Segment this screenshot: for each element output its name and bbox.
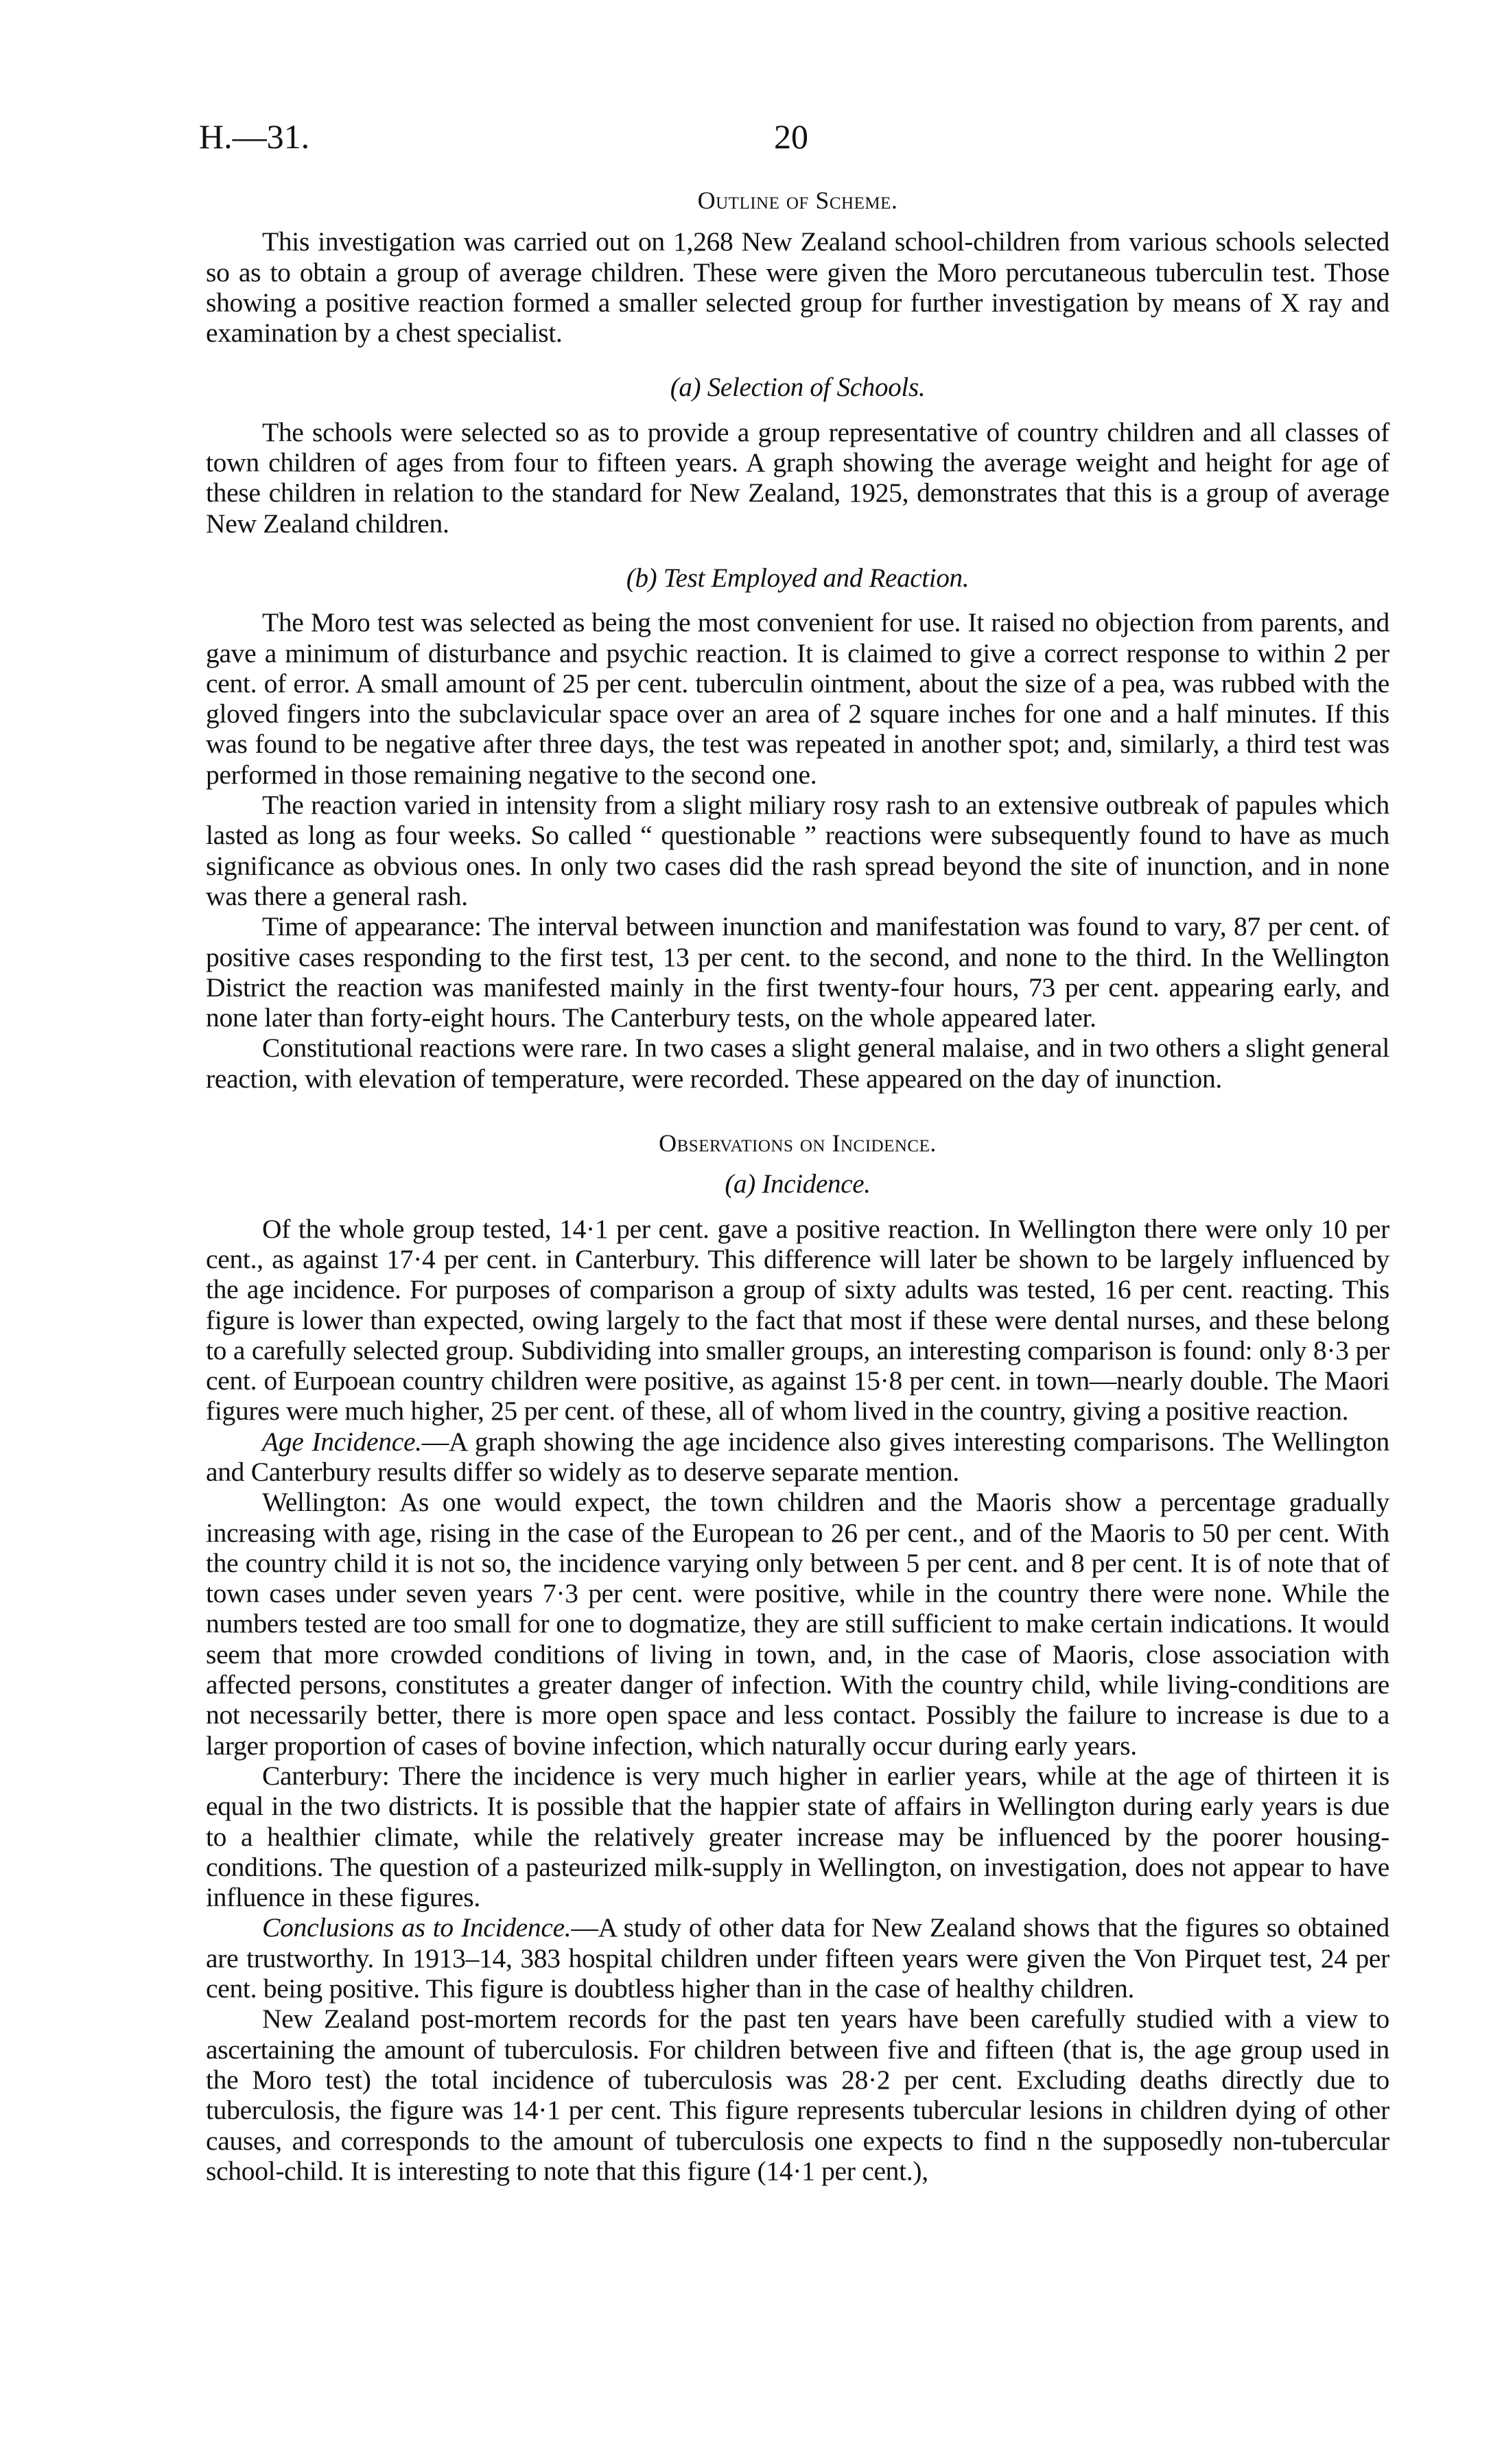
section-heading-outline: Outline of Scheme.: [697, 187, 898, 214]
paragraph: New Zealand post-mortem records for the past ten years have been carefully studied with a view to ascertaining the amount of tuberculosis. For children between five and fifteen (that is, the age group used in the Moro test) the total incidence of tuberculosis was 28·2 per cent. Excluding deaths directly due to tuberculosis, the figure was 14·1 per cent. This figure represents tubercular lesions in children dying of other causes, and corresponds to the amount of tuberculosis one expects to find n the supposedly non-tubercular school-child. It is interesting to note that this figure (14·1 per cent.),: [206, 2004, 1389, 2186]
subheading-test-employed: (b) Test Employed and Reaction.: [626, 563, 970, 593]
page-number: 20: [774, 117, 808, 156]
run-in-heading: Conclusions as to Incidence.: [262, 1912, 572, 1943]
paragraph: Of the whole group tested, 14·1 per cent. gave a positive reaction. In Wellington there were only 10 per cent., as against 17·4 per cent. in Canterbury. This difference will later be shown to be largely influenced by the age incidence. For purposes of comparison a group of sixty adults was tested, 16 per cent. reacting. This figure is lower than expected, owing largely to the fact that most if these were dental nurses, and these belong to a carefully selected group. Subdividing into smaller groups, an interesting comparison is found: only 8·3 per cent. of Eurpoean country children were positive, as against 15·8 per cent. in town—nearly double. The Maori figures were much higher, 25 per cent. of these, all of whom lived in the country, giving a positive reaction.: [206, 1213, 1389, 1427]
run-in-heading: Age Incidence.: [262, 1426, 422, 1457]
paragraph: The reaction varied in intensity from a slight miliary rosy rash to an extensive outbreak of papules which lasted as long as four weeks. So called “ questionable ” reactions were subsequently found to have as much significance as obvious ones. In only two cases did the rash spread beyond the site of inunction, and in none was there a general rash.: [206, 790, 1389, 911]
paragraph: Constitutional reactions were rare. In two cases a slight general malaise, and in two others a slight general reaction, with elevation of temperature, were recorded. These appeared on the day of inunction.: [206, 1033, 1389, 1094]
subheading-selection-of-schools: (a) Selection of Schools.: [670, 373, 926, 403]
paragraph: The Moro test was selected as being the most convenient for use. It raised no objection from parents, and gave a minimum of disturbance and psychic reaction. It is claimed to give a correct response to within 2 per cent. of error. A small amount of 25 per cent. tuberculin ointment, about the size of a pea, was rubbed with the gloved fingers into the subclavicular space over an area of 2 square inches for one and a half minutes. If this was found to be negative after three days, the test was repeated in another spot; and, similarly, a third test was performed in those remaining negative to the second one.: [206, 607, 1389, 790]
paragraph-text: —A graph showing the age incidence also gives interesting comparisons. The Wellington and Canterbury results differ so widely as to deserve separate mention.: [206, 1426, 1389, 1487]
document-body: [206, 185, 1389, 2186]
paragraph: Canterbury: There the incidence is very much higher in earlier years, while at the age of thirteen it is equal in the two districts. It is possible that the happier state of affairs in Wellington during early years is due to a healthier climate, while the relatively greater increase may be influenced by the poorer housing-conditions. The question of a pasteurized milk-supply in Wellington, on investigation, does not appear to have influence in these figures.: [206, 1760, 1389, 1913]
paragraph: Time of appearance: The interval between inunction and manifestation was found to vary, 87 per cent. of positive cases responding to the first test, 13 per cent. to the second, and none to the third. In the Wellington District the reaction was manifested mainly in the first twenty-four hours, 73 per cent. appearing early, and none later than forty-eight hours. The Canterbury tests, on the whole appeared later.: [206, 911, 1389, 1033]
paragraph: This investigation was carried out on 1,268 New Zealand school-children from various schools selected so as to obtain a group of average children. These were given the Moro percutaneous tuberculin test. Those showing a positive reaction formed a smaller selected group for further investigation by means of X ray and examination by a chest specialist.: [206, 226, 1389, 349]
paragraph: [206, 1912, 1389, 2004]
section-heading-observations: Observations on Incidence.: [659, 1129, 937, 1158]
paragraph: Wellington: As one would expect, the town children and the Maoris show a percentage gradually increasing with age, rising in the case of the European to 26 per cent., and of the Maoris to 50 per cent. With the country child it is not so, the incidence varying only between 5 per cent. and 8 per cent. It is of note that of town cases under seven years 7·3 per cent. were positive, while in the country there were none. While the numbers tested are too small for one to dogmatize, they are still sufficient to make certain indications. It would seem that more crowded conditions of living in town, and, in the case of Maoris, close association with affected persons, constitutes a greater danger of infection. With the country child, while living-conditions are not necessarily better, there is more open space and less contact. Possibly the failure to increase is due to a larger proportion of cases of bovine infection, which naturally occur during early years.: [206, 1487, 1389, 1761]
paragraph-text: —A study of other data for New Zealand shows that the figures so obtained are trustworthy. In 1913–14, 383 hospital children under fifteen years were given the Von Pirquet test, 24 per cent. being positive. This figure is doubtless higher than in the case of healthy children.: [206, 1912, 1389, 2004]
paragraph: [206, 1427, 1389, 1488]
document-series-number: H.—31.: [199, 117, 310, 156]
subheading-incidence: (a) Incidence.: [725, 1169, 871, 1199]
paragraph: The schools were selected so as to provide a group representative of country children and all classes of town children of ages from four to fifteen years. A graph showing the average weight and height for age of these children in relation to the standard for New Zealand, 1925, demonstrates that this is a group of average New Zealand children.: [206, 416, 1389, 539]
